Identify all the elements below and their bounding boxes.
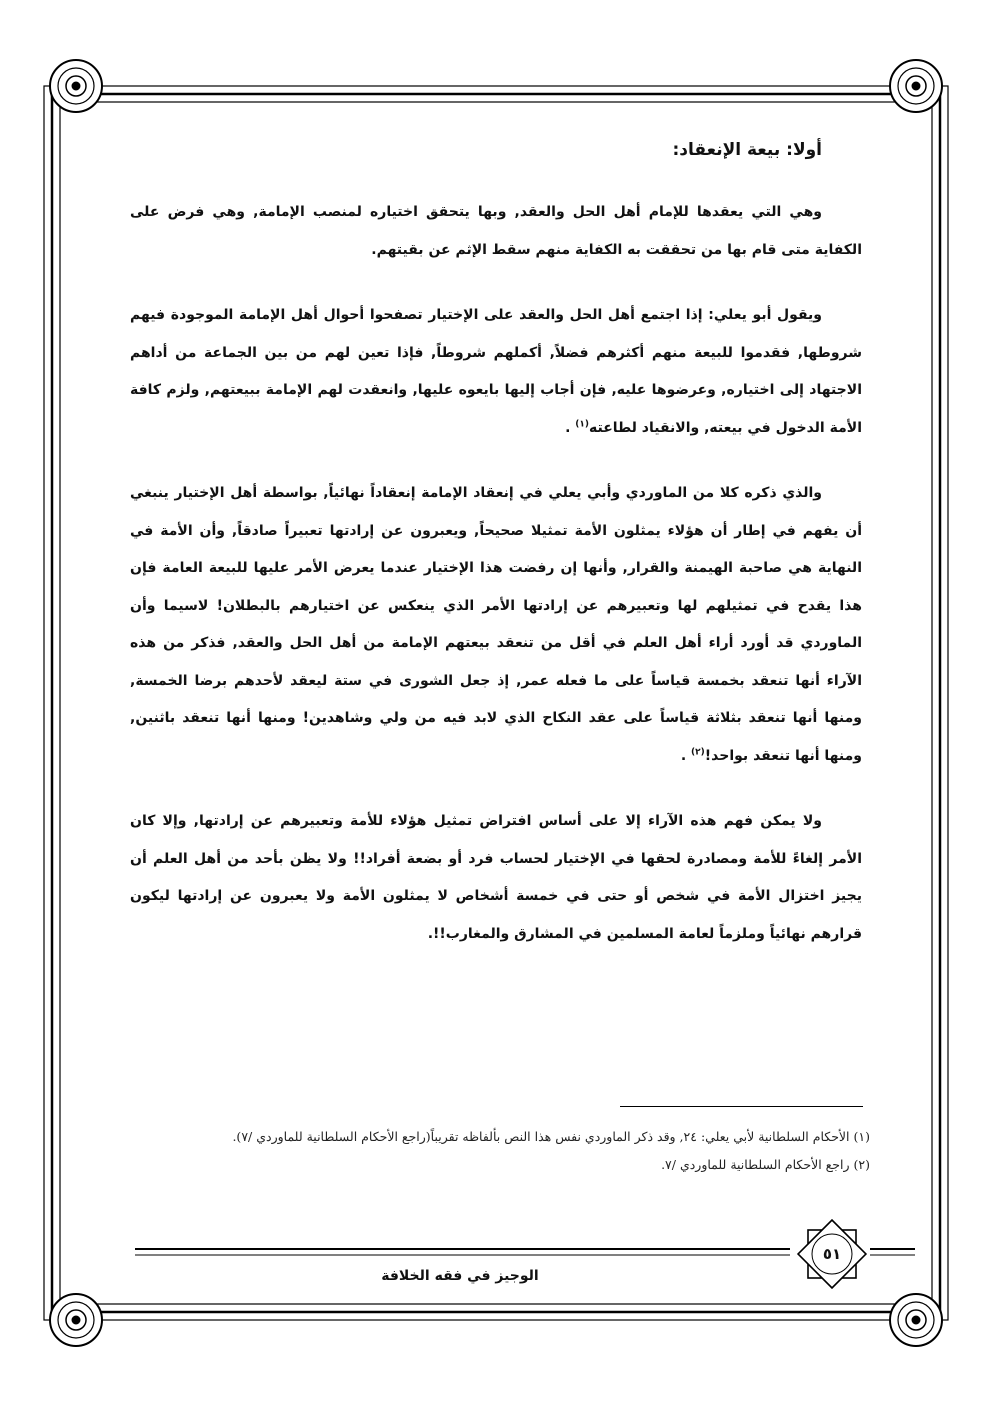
corner-ornament-bottom-right	[890, 1294, 942, 1346]
section-heading: أولا: بيعة الإنعقاد:	[672, 140, 822, 160]
page-number: ٥١	[822, 1245, 842, 1263]
paragraph-4-text: ولا يمكن فهم هذه الآراء إلا على أساس افتراض تمثيل هؤلاء للأمة وتعبيرهم عن إرادتها, وإلا كان الأمر إلغاءً للأمة ومصادرة لحقها في الإختيار لحساب فرد أو بضعة أفراد!! ولا يظن بأحد من أهل العلم أن يجيز اختزال الأمة في شخص أو حتى في خمسة أشخاص لا يمثلون الأمة ولا يعبرون عن إرادتها ليكون قرارهم نهائياً وملزماً لعامة المسلمين في المشارق والمغارب!!.	[130, 813, 862, 942]
paragraph-2	[130, 297, 862, 447]
footnote-ref-1[interactable]: (١)	[575, 418, 590, 429]
footnote-2: (٢) راجع الأحكام السلطانية للماوردي /٧.	[661, 1157, 870, 1172]
paragraph-3	[130, 475, 862, 775]
book-title: الوجيز في فقه الخلافة	[381, 1268, 539, 1284]
footnote-1: (١) الأحكام السلطانية لأبي يعلي: ٢٤, وقد ذكر الماوردي نفس هذا النص بألفاظه تقريباً(راجع الأحكام السلطانية للماوردي /٧).	[232, 1129, 870, 1144]
paragraph-2-text: ويقول أبو يعلي: إذا اجتمع أهل الحل والعقد على الإختيار تصفحوا أحوال أهل الإمامة الموجودة فيهم شروطها, فقدموا للبيعة منهم أكثرهم فضلاً, أكملهم شروطاً, فإذا تعين لهم من بين الجماعة من أداهم الاجتهاد إلى اختياره, وعرضوها عليه, فإن أجاب إليها بايعوه عليها, وانعقدت لهم الإمامة ببيعتهم, ولزم كافة الأمة الدخول في بيعته, والانقياد لطاعته	[130, 307, 862, 436]
corner-ornament-top-left	[50, 60, 102, 112]
paragraph-3-tail: .	[680, 747, 692, 764]
footnote-ref-2[interactable]: (٢)	[691, 746, 705, 757]
footnotes	[130, 1123, 870, 1179]
paragraph-1	[130, 194, 862, 269]
paragraph-4	[130, 803, 862, 953]
main-text	[130, 140, 862, 981]
footnote-separator	[620, 1106, 863, 1107]
corner-ornament-bottom-left	[50, 1294, 102, 1346]
paragraph-1-text: وهي التي يعقدها للإمام أهل الحل والعقد, وبها يتحقق اختياره لمنصب الإمامة, وهي فرض على الكفاية متى قام بها من تحققت به الكفاية منهم سقط الإثم عن بقيتهم.	[130, 204, 862, 258]
paragraph-2-tail: .	[565, 419, 576, 436]
paragraph-3-text: والذي ذكره كلا من الماوردي وأبي يعلي في إنعقاد الإمامة إنعقاداً نهائياً, بواسطة أهل الإختيار ينبغي أن يفهم في إطار أن هؤلاء يمثلون الأمة تمثيلا صحيحاً, ويعبرون عن إرادتها تعبيراً صادقاً, وأن الأمة في النهاية هي صاحبة الهيمنة والقرار, وأنها إن رفضت هذا الإختيار عندما يعرض الأمر عليها للبيعة العامة فإن هذا يقدح في تمثيلهم لها وتعبيرهم عن إرادتها الأمر الذي ينعكس عن اختيارهم بالبطلان! لاسيما وأن الماوردي قد أورد أراء أهل العلم في أقل من تنعقد بيعتهم الإمامة من أهل الحل والعقد, فذكر من هذه الآراء أنها تنعقد بخمسة قياساً على ما فعله عمر, إذ جعل الشورى في ستة ليعقد لأحدهم برضا الخمسة, ومنها أنها تنعقد بثلاثة قياساً على عقد النكاح الذي لابد فيه من ولي وشاهدين! ومنها أنها تنعقد باثنين, ومنها أنها تنعقد بواحد!	[130, 485, 862, 764]
corner-ornament-top-right	[890, 60, 942, 112]
